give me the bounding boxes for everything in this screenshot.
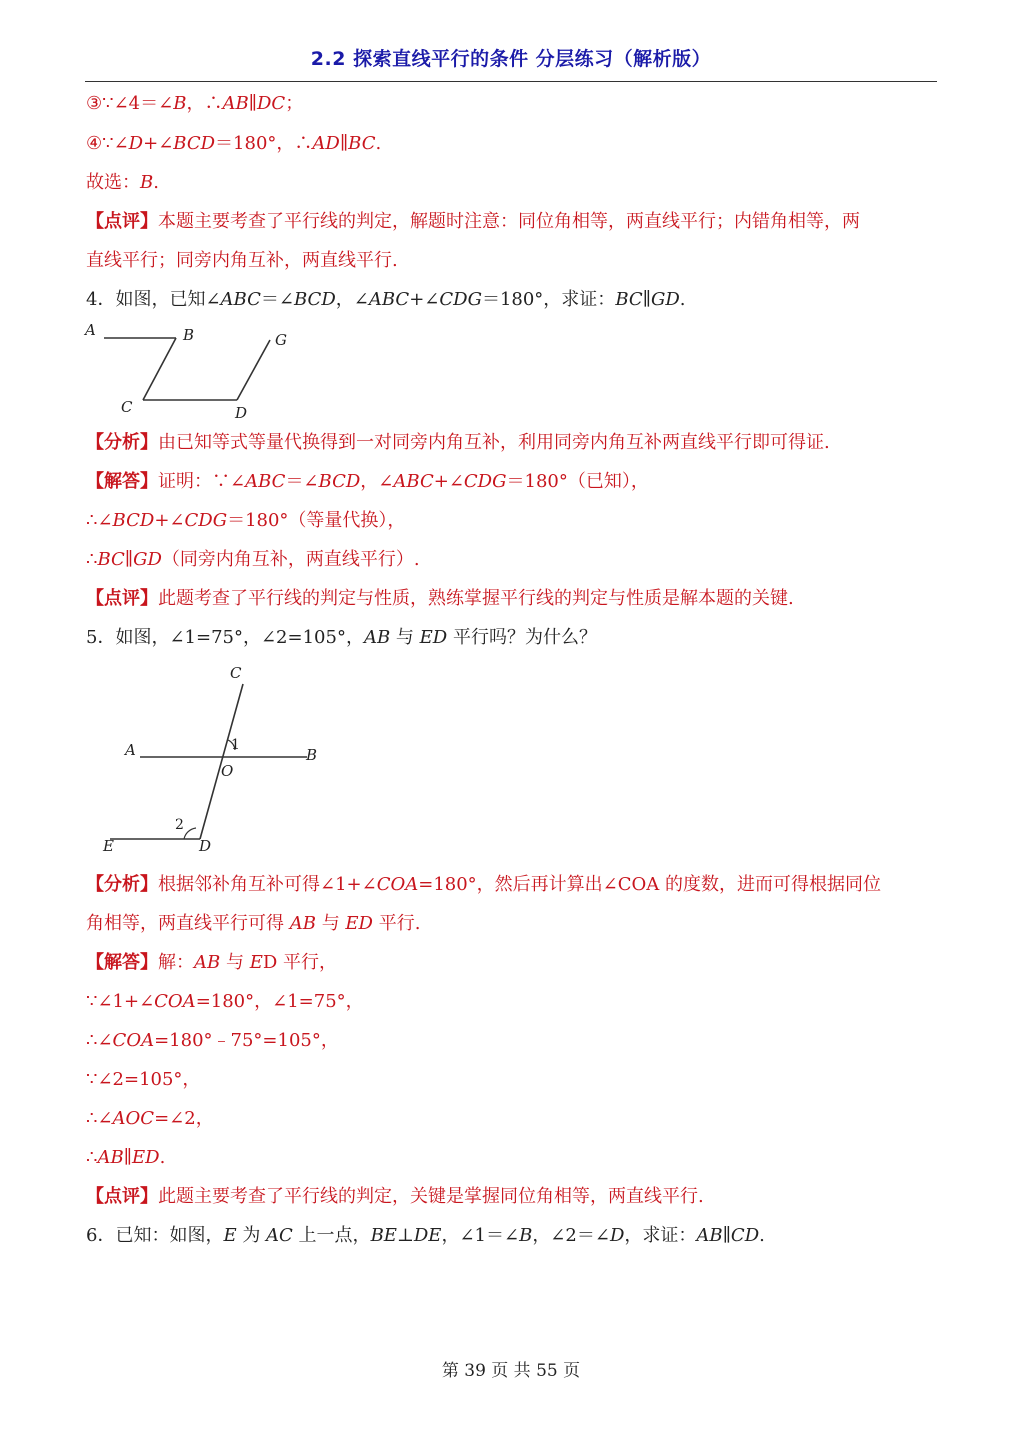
label-D: D xyxy=(199,837,212,855)
label-B: B xyxy=(306,746,318,764)
solution-q4-line1: 【解答】证明：∵∠ABC＝∠BCD，∠ABC+∠CDG＝180°（已知）， xyxy=(86,471,649,492)
comment-q4: 【点评】此题考查了平行线的判定与性质，熟练掌握平行线的判定与性质是解本题的关键. xyxy=(86,588,794,609)
solution-q5-line3: ∴∠COA=180°﹣75°=105°， xyxy=(86,1030,339,1051)
analysis-q4: 【分析】由已知等式等量代换得到一对同旁内角互补，利用同旁内角互补两直线平行即可得证. xyxy=(86,432,830,453)
label-C: C xyxy=(230,664,242,682)
answer-line-3: ③∵∠4＝∠B，∴AB∥DC； xyxy=(86,93,304,114)
solution-q4-line3: ∴BC∥GD（同旁内角互补，两直线平行）. xyxy=(86,549,420,570)
angle-1-label: 1 xyxy=(231,737,240,753)
label-A: A xyxy=(125,741,136,759)
solution-q5-line5: ∴∠AOC=∠2， xyxy=(86,1108,214,1129)
comment-q3: 【点评】本题主要考查了平行线的判定，解题时注意：同位角相等，两直线平行；内错角相等，两 xyxy=(86,211,860,232)
solution-q5-line6: ∴AB∥ED. xyxy=(86,1147,166,1168)
label-E: E xyxy=(103,837,114,855)
figure-q5 xyxy=(95,660,335,860)
comment-q5: 【点评】此题主要考查了平行线的判定，关键是掌握同位角相等，两直线平行. xyxy=(86,1186,704,1207)
solution-q4-line2: ∴∠BCD+∠CDG＝180°（等量代换）， xyxy=(86,510,406,531)
answer-line-4: ④∵∠D+∠BCD＝180°，∴AD∥BC. xyxy=(86,133,382,154)
label-D: D xyxy=(235,404,248,422)
label-B: B xyxy=(183,326,195,344)
label-G: G xyxy=(275,331,287,349)
figure-q4 xyxy=(80,318,300,426)
question-6: 6．已知：如图，E 为 AC 上一点，BE⊥DE，∠1＝∠B，∠2＝∠D，求证：AB∥CD. xyxy=(86,1225,765,1246)
page-header-title: 2.2 探索直线平行的条件 分层练习（解析版） xyxy=(310,48,712,70)
label-O: O xyxy=(221,762,234,780)
label-A: A xyxy=(85,321,96,339)
header-divider xyxy=(85,81,937,82)
solution-q5-line2: ∵∠1+∠COA=180°，∠1=75°， xyxy=(86,991,364,1012)
solution-q5-line4: ∵∠2=105°， xyxy=(86,1069,201,1090)
angle-2-label: 2 xyxy=(175,817,184,833)
answer-choice: 故选：B. xyxy=(86,172,159,193)
solution-q5-line1: 【解答】解：AB 与 ED 平行， xyxy=(86,952,337,973)
comment-q3-cont: 直线平行；同旁内角互补，两直线平行. xyxy=(86,250,398,271)
label-C: C xyxy=(121,398,133,416)
question-4: 4．如图，已知∠ABC＝∠BCD，∠ABC+∠CDG＝180°，求证：BC∥GD. xyxy=(86,289,686,310)
analysis-q5: 【分析】根据邻补角互补可得∠1+∠COA=180°，然后再计算出∠COA 的度数，进而可得根据同位 xyxy=(86,874,882,895)
analysis-q5-cont: 角相等，两直线平行可得 AB 与 ED 平行. xyxy=(86,913,421,934)
page-footer: 第 39 页 共 55 页 xyxy=(441,1361,581,1381)
question-5: 5．如图，∠1=75°，∠2=105°，AB 与 ED 平行吗？为什么？ xyxy=(86,627,597,648)
